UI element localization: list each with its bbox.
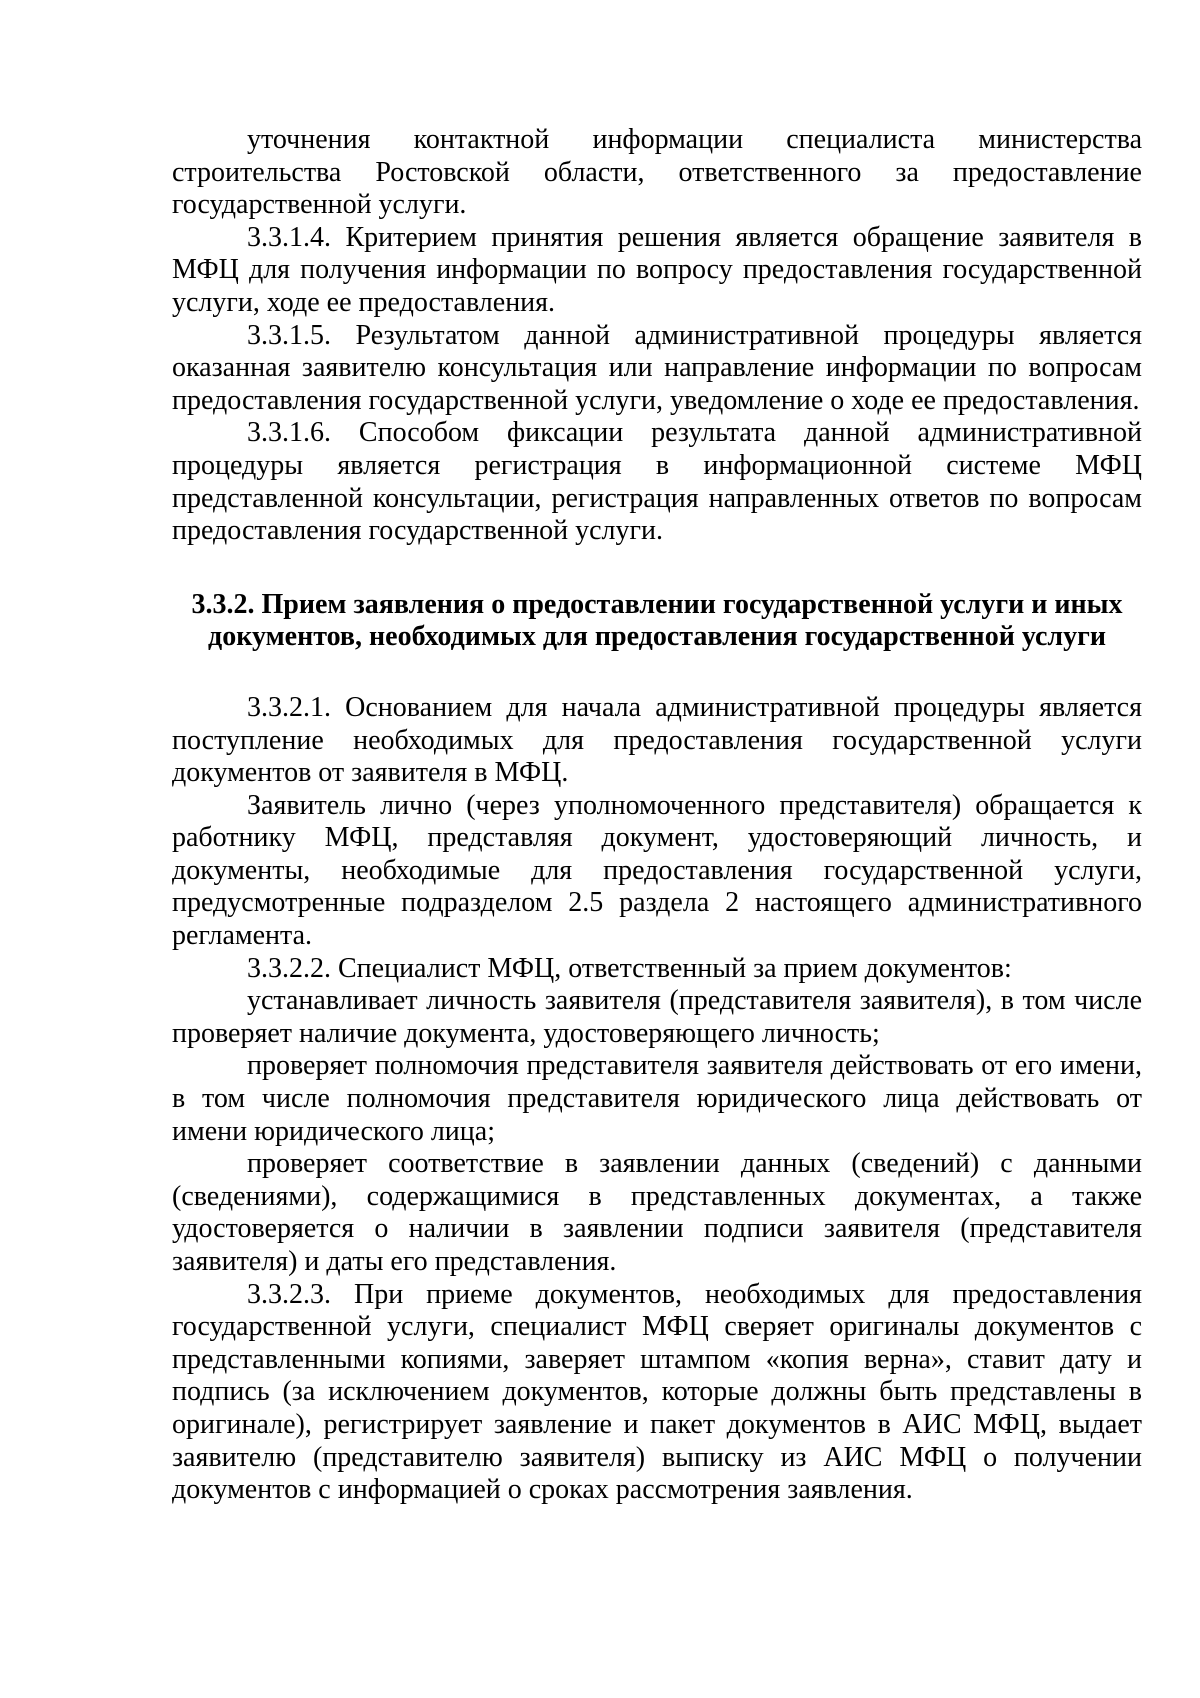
- paragraph-applicant-appeal: Заявитель лично (через уполномоченного представителя) обращается к работнику МФЦ, представляя документ, удостоверяющий личность, и документы, необходимые для предоставления государственной услуги, предусмотренные подразделом 2.5 раздела 2 настоящего административного регламента.: [172, 789, 1142, 952]
- paragraph-3-3-1-4: 3.3.1.4. Критерием принятия решения является обращение заявителя в МФЦ для получения информации по вопросу предоставления государственной услуги, ходе ее предоставления.: [172, 221, 1142, 318]
- paragraph-3-3-2-2: 3.3.2.2. Специалист МФЦ, ответственный за прием документов:: [247, 952, 1012, 984]
- section-heading-3-3-2: 3.3.2. Прием заявления о предоставлении государственной услуги и иных документов, необходимых для предоставления государственной услуги: [191, 588, 1123, 653]
- paragraph-data-check: проверяет соответствие в заявлении данных (сведений) с данными (сведениями), содержащимися в представленных документах, а также удостоверяется о наличии в заявлении подписи заявителя (представителя заявителя) и даты его представления.: [172, 1148, 1142, 1277]
- document-page: [172, 124, 1142, 1507]
- paragraph-3-3-2-1: 3.3.2.1. Основанием для начала административной процедуры является поступление необходимых для предоставления государственной услуги документов от заявителя в МФЦ.: [172, 691, 1142, 789]
- paragraph-authority-check: проверяет полномочия представителя заявителя действовать от его имени, в том числе полномочия представителя юридического лица действовать от имени юридического лица;: [172, 1050, 1142, 1147]
- paragraph-identity-check: устанавливает личность заявителя (представителя заявителя), в том числе проверяет наличие документа, удостоверяющего личность;: [172, 985, 1142, 1049]
- paragraph-contact-info: уточнения контактной информации специалиста министерства строительства Ростовской области, ответственного за предоставление государственной услуги.: [172, 124, 1142, 221]
- paragraph-3-3-1-6: 3.3.1.6. Способом фиксации результата данной административной процедуры является регистрация в информационной системе МФЦ представленной консультации, регистрация направленных ответов по вопросам предоставления государственной услуги.: [172, 417, 1142, 547]
- paragraph-3-3-1-5: 3.3.1.5. Результатом данной административной процедуры является оказанная заявителю консультация или направление информации по вопросам предоставления государственной услуги, уведомление о ходе ее предоставления.: [172, 319, 1142, 416]
- paragraph-3-3-2-3: 3.3.2.3. При приеме документов, необходимых для предоставления государственной услуги, специалист МФЦ сверяет оригиналы документов с представленными копиями, заверяет штампом «копия верна», ставит дату и подпись (за исключением документов, которые должны быть представлены в оригинале), регистрирует заявление и пакет документов в АИС МФЦ, выдает заявителю (представителю заявителя) выписку из АИС МФЦ о получении документов с информацией о сроках рассмотрения заявления.: [172, 1278, 1142, 1506]
